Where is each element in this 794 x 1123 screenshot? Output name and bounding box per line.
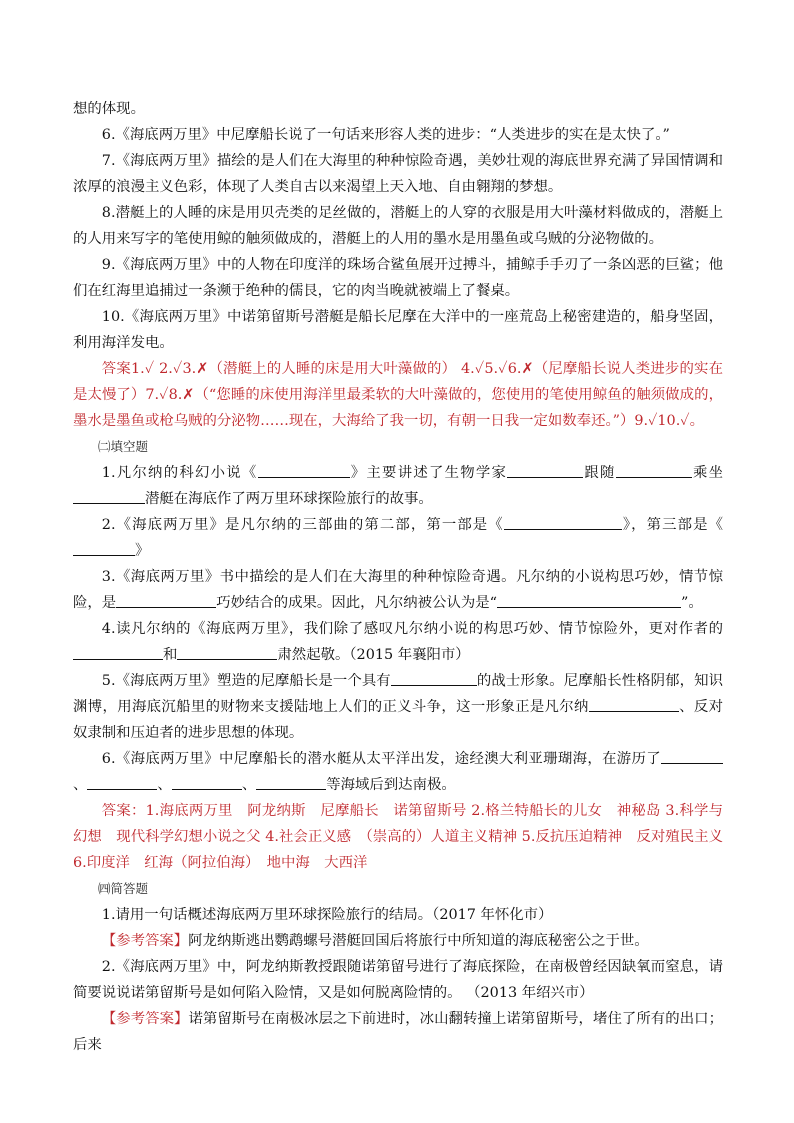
q1-text-e: 潜艇在海底作了两万里环球探险旅行的故事。 [145, 491, 433, 507]
q6-text-e: 等海域后到达南极。 [326, 777, 456, 793]
q6-text-b: 、 [73, 777, 88, 793]
reference-answer-label: 【参考答案】 [101, 933, 189, 949]
q2-text-b: 》，第三部是《 [621, 517, 723, 533]
judgement-item-9: 9.《海底两万里》中的人物在印度洋的珠场合鲨鱼展开过搏斗，捕鲸手手刃了一条凶恶的巨鲨；他们在红海里追捕过一条濒于绝种的儒艮，它的肉当晚就被端上了餐桌。 [73, 257, 723, 299]
q3-text-b: 巧妙结合的成果。因此，凡尔纳被公认为是“ [216, 595, 497, 611]
judgement-item-8: 8.潜艇上的人睡的床是用贝壳类的足丝做的，潜艇上的人穿的衣服是用大叶藻材料做成的，潜艇上的人用来写字的笔使用鲸的触须做成的，潜艇上的人用的墨水是用墨鱼或乌贼的分泌物做的。 [73, 205, 723, 247]
q1-text-d: 乘坐 [691, 465, 723, 481]
q5-text-c: 、反对奴隶制和压迫者的进步思想的体现。 [73, 699, 723, 741]
section-heading-short: ㈣简答题 [98, 881, 149, 896]
q3-text-a: 3.《海底两万里》书中描绘的是人们在大海里的种种惊险奇遇。凡尔纳的小说构思巧妙，情节惊险，是 [73, 569, 723, 611]
answer-blank[interactable] [73, 643, 163, 660]
q4-text-c: 肃然起敬。（2015 年襄阳市） [277, 647, 470, 663]
fill-question-1 [73, 460, 723, 512]
short-answer-2 [73, 1006, 723, 1058]
short-answer-1 [73, 928, 723, 954]
answer-blank[interactable] [73, 487, 145, 504]
section-heading-fill: ㈡填空题 [98, 439, 149, 454]
q6-text-c: 、 [157, 777, 172, 793]
short-question-2: 2.《海底两万里》中，阿龙纳斯教授跟随诺第留号进行了海底探险，在南极曾经因缺氧而窒息，请简要说说诺第留斯号是如何陷入险情，又是如何脱离险情的。 （2013 年绍兴市） [73, 959, 723, 1001]
judgement-item-7: 7.《海底两万里》描绘的是人们在大海里的种种惊险奇遇，美妙壮观的海底世界充满了异国情调和浓厚的浪漫主义色彩，体现了人类自古以来渴望上天入地、自由翱翔的梦想。 [73, 153, 723, 195]
answer-judgement: 答案1.✓ 2.✓3.✗（潜艇上的人睡的床是用大叶藻做的） 4.✓5.✓6.✗（尼摩船长说人类进步的实在是太慢了）7.✓8.✗（“您睡的床使用海洋里最柔软的大叶藻做的，您使用的笔使用鲸鱼的触须做成的，墨水是墨鱼或枪乌贼的分泌物……现在，大海给了我一切，有朝一日我一定如数奉还。”）9.✓10.✓。 [73, 361, 723, 429]
q2-text-c: 》 [135, 543, 150, 559]
fill-question-5 [73, 668, 723, 746]
reference-answer-label: 【参考答案】 [101, 1011, 189, 1027]
q4-text-b: 和 [163, 647, 178, 663]
judgement-item-10: 10.《海底两万里》中诺第留斯号潜艇是船长尼摩在大洋中的一座荒岛上秘密建造的，船身坚固，利用海洋发电。 [73, 309, 723, 351]
answer-blank[interactable] [504, 513, 622, 530]
fill-question-2 [73, 512, 723, 564]
q5-text-b: 的战士形象。尼摩船长性格阴郁，知识渊博，用海底沉船里的财物来支援陆地上人们的正义斗争，这一形象正是凡尔纳 [73, 673, 723, 715]
q2-text-a: 2.《海底两万里》是凡尔纳的三部曲的第二部，第一部是《 [101, 517, 504, 533]
answer-blank[interactable] [391, 669, 477, 686]
q1-text-c: 跟随 [583, 465, 616, 481]
document-page [73, 96, 723, 1058]
answer-fill: 答案：1.海底两万里 阿龙纳斯 尼摩船长 诺第留斯号 2.格兰特船长的儿女 神秘岛 3.科学与幻想 现代科学幻想小说之父 4.社会正义感 （崇高的）人道主义精神 5.反抗压迫精神 反对殖民主义 6.印度洋 红海（阿拉伯海） 地中海 大西洋 [73, 803, 723, 871]
answer-blank[interactable] [116, 591, 216, 608]
q1-text-a: 1.凡尔纳的科幻小说《 [101, 465, 258, 481]
q6-text-d: 、 [241, 777, 257, 793]
q1-text-b: 》主要讲述了生物学家 [349, 465, 508, 481]
answer-blank[interactable] [256, 773, 326, 790]
answer-blank[interactable] [589, 695, 679, 712]
answer-blank[interactable] [616, 461, 692, 478]
q6-text-a: 6.《海底两万里》中尼摩船长的潜水艇从太平洋出发，途经澳大利亚珊瑚海，在游历了 [101, 751, 661, 767]
answer-blank[interactable] [87, 773, 157, 790]
answer-blank[interactable] [177, 643, 277, 660]
q5-text-a: 5.《海底两万里》塑造的尼摩船长是一个具有 [101, 673, 391, 689]
text-line-0: 想的体现。 [73, 101, 145, 117]
answer-blank[interactable] [497, 591, 681, 608]
fill-question-4 [73, 616, 723, 668]
reference-answer-text: 阿龙纳斯逃出鹦鹉螺号潜艇回国后将旅行中所知道的海底秘密公之于世。 [188, 933, 649, 949]
fill-question-6 [73, 746, 723, 798]
q4-text-a: 4.读凡尔纳的《海底两万里》，我们除了感叹凡尔纳小说的构思巧妙、情节惊险外，更对作者的 [101, 621, 723, 637]
short-question-1: 1.请用一句话概述海底两万里环球探险旅行的结局。（2017 年怀化市） [101, 907, 553, 923]
answer-blank[interactable] [507, 461, 583, 478]
answer-blank[interactable] [258, 461, 350, 478]
answer-blank[interactable] [172, 773, 242, 790]
reference-answer-text: 诺第留斯号在南极冰层之下前进时，冰山翻转撞上诺第留斯号，堵住了所有的出口；后来 [73, 1011, 723, 1053]
answer-blank[interactable] [73, 539, 135, 556]
fill-question-3 [73, 564, 723, 616]
q3-text-c: ”。 [680, 595, 703, 611]
answer-blank[interactable] [661, 747, 723, 764]
judgement-item-6: 6.《海底两万里》中尼摩船长说了一句话来形容人类的进步：“人类进步的实在是太快了。” [101, 127, 670, 143]
